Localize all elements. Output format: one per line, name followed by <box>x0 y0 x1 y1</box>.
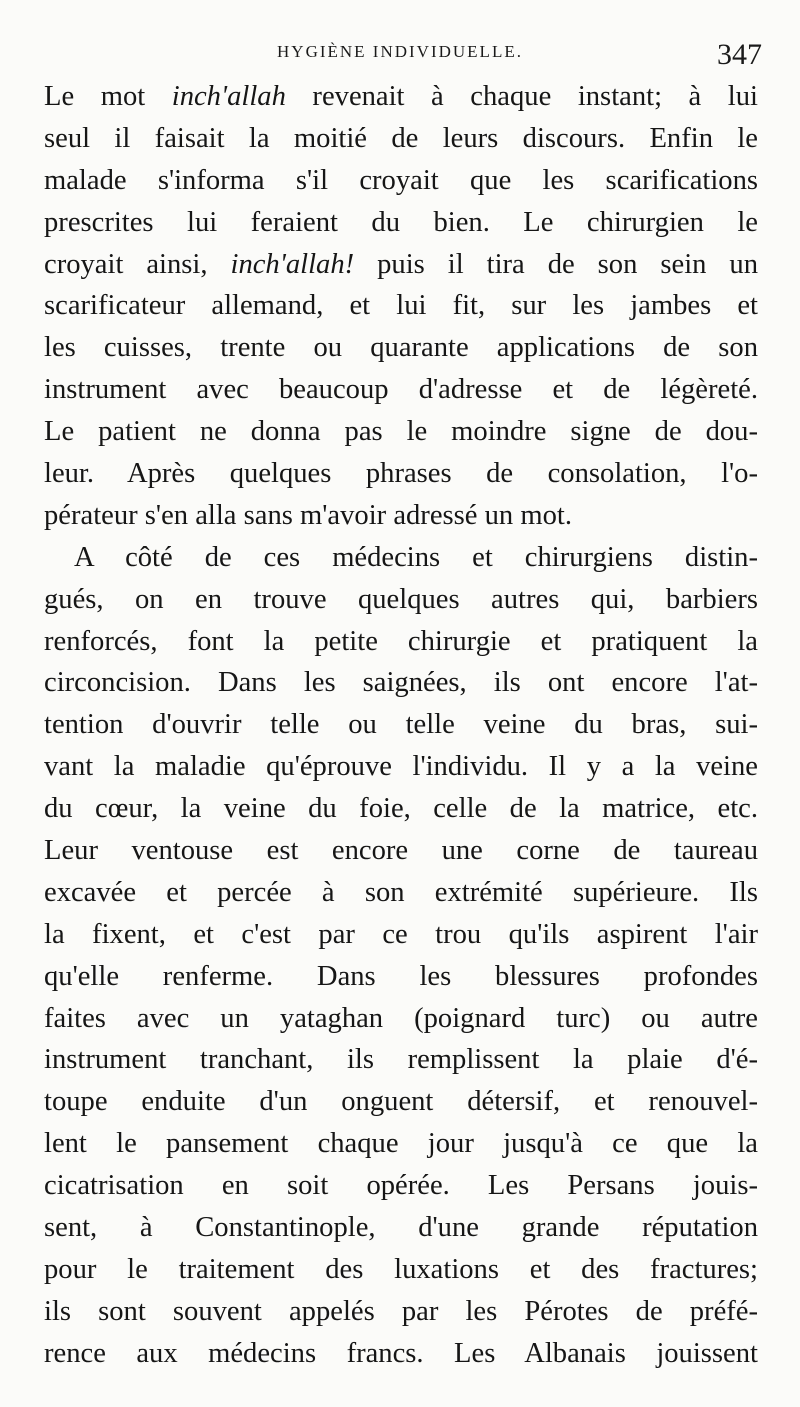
text-line: qu'elle renferme. Dans les blessures profondes <box>44 960 758 992</box>
text-line: pérateur s'en alla sans m'avoir adressé un mot. <box>44 499 572 531</box>
text-line: les cuisses, trente ou quarante applications de son <box>44 332 758 364</box>
text-line: lent le pansement chaque jour jusqu'à ce que la <box>44 1128 758 1160</box>
text-line: vant la maladie qu'éprouve l'individu. Il y a la veine <box>44 751 758 783</box>
page-number: 347 <box>717 38 762 71</box>
text-line: A côté de ces médecins et chirurgiens distin- <box>74 541 758 573</box>
text-line: pour le traitement des luxations et des fractures; <box>44 1253 758 1285</box>
text-line: circoncision. Dans les saignées, ils ont encore l'at- <box>44 667 758 699</box>
text-line: faites avec un yataghan (poignard turc) ou autre <box>44 1002 758 1034</box>
text-line: Le mot inch'allah revenait à chaque instant; à lui <box>44 81 758 112</box>
text-line: prescrites lui feraient du bien. Le chirurgien le <box>44 206 758 238</box>
paragraph <box>44 76 758 537</box>
text-line: gués, on en trouve quelques autres qui, barbiers <box>44 583 758 615</box>
text-line: instrument tranchant, ils remplissent la plaie d'é- <box>44 1044 758 1076</box>
running-head: HYGIÈNE INDIVIDUELLE. <box>277 42 523 61</box>
body-text <box>44 76 758 1375</box>
text-line: malade s'informa s'il croyait que les scarifications <box>44 164 758 196</box>
text-line: tention d'ouvrir telle ou telle veine du bras, sui- <box>44 709 758 741</box>
text-line: leur. Après quelques phrases de consolation, l'o- <box>44 458 758 490</box>
text-line: cicatrisation en soit opérée. Les Persans jouis- <box>44 1170 758 1202</box>
text-line: Le patient ne donna pas le moindre signe de dou- <box>44 416 758 448</box>
italic-term: inch'allah! <box>230 248 355 280</box>
text-line: excavée et percée à son extrémité supérieure. Ils <box>44 876 758 908</box>
text-line: la fixent, et c'est par ce trou qu'ils aspirent l'air <box>44 918 758 950</box>
text-line: du cœur, la veine du foie, celle de la matrice, etc. <box>44 793 758 825</box>
text-line: ils sont souvent appelés par les Pérotes de préfé- <box>44 1295 758 1327</box>
text-line: renforcés, font la petite chirurgie et pratiquent la <box>44 625 758 657</box>
text-line: scarificateur allemand, et lui fit, sur les jambes et <box>44 290 758 322</box>
text-line: toupe enduite d'un onguent détersif, et renouvel- <box>44 1086 758 1118</box>
italic-term: inch'allah <box>171 81 286 112</box>
text-line: croyait ainsi, inch'allah! puis il tira de son sein un <box>44 248 758 280</box>
text-line: seul il faisait la moitié de leurs discours. Enfin le <box>44 122 758 154</box>
paragraph <box>44 537 758 1375</box>
text-line: instrument avec beaucoup d'adresse et de légèreté. <box>44 374 758 406</box>
text-line: Leur ventouse est encore une corne de taureau <box>44 835 758 867</box>
text-line: sent, à Constantinople, d'une grande réputation <box>44 1212 758 1244</box>
text-line: rence aux médecins francs. Les Albanais jouissent <box>44 1337 758 1369</box>
